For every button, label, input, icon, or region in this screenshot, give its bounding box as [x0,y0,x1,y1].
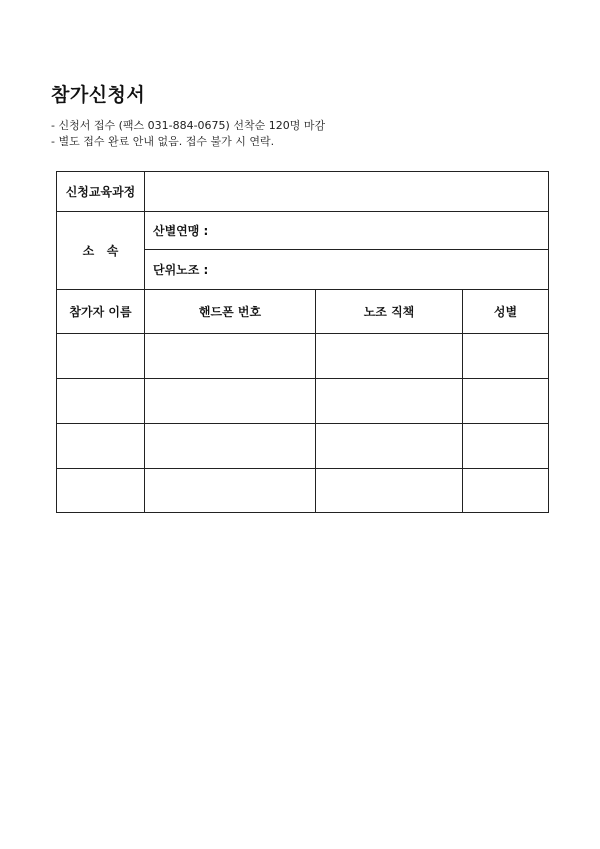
table-row [57,424,549,469]
header-gender: 성별 [463,290,549,334]
position-cell[interactable] [316,334,463,379]
position-cell[interactable] [316,379,463,424]
course-label: 신청교육과정 [57,172,145,212]
position-cell[interactable] [316,424,463,469]
federation-label: 산별연맹 : [153,224,209,238]
gender-cell[interactable] [463,334,549,379]
phone-cell[interactable] [145,334,316,379]
gender-cell[interactable] [463,379,549,424]
note-line: - 신청서 접수 (팩스 031-884-0675) 선착순 120명 마감 [51,119,326,132]
gender-cell[interactable] [463,424,549,469]
header-phone: 핸드폰 번호 [145,290,316,334]
phone-cell[interactable] [145,424,316,469]
name-cell[interactable] [57,424,145,469]
notes [51,118,325,150]
name-cell[interactable] [57,379,145,424]
phone-cell[interactable] [145,379,316,424]
application-form-table [56,171,549,513]
course-row [57,172,549,212]
header-row [57,290,549,334]
header-name: 참가자 이름 [57,290,145,334]
union-field[interactable] [145,250,549,290]
affiliation-row [57,212,549,250]
course-field[interactable] [145,172,549,212]
page-title: 참가신청서 [51,84,146,106]
header-position: 노조 직책 [316,290,463,334]
name-cell[interactable] [57,334,145,379]
note-line: - 별도 접수 완료 안내 없음. 접수 불가 시 연락. [51,135,275,148]
affiliation-label: 소 속 [57,212,145,290]
table-row [57,379,549,424]
position-cell[interactable] [316,469,463,513]
table-row [57,334,549,379]
federation-field[interactable] [145,212,549,250]
phone-cell[interactable] [145,469,316,513]
table-row [57,469,549,513]
name-cell[interactable] [57,469,145,513]
union-label: 단위노조 : [153,263,209,277]
gender-cell[interactable] [463,469,549,513]
